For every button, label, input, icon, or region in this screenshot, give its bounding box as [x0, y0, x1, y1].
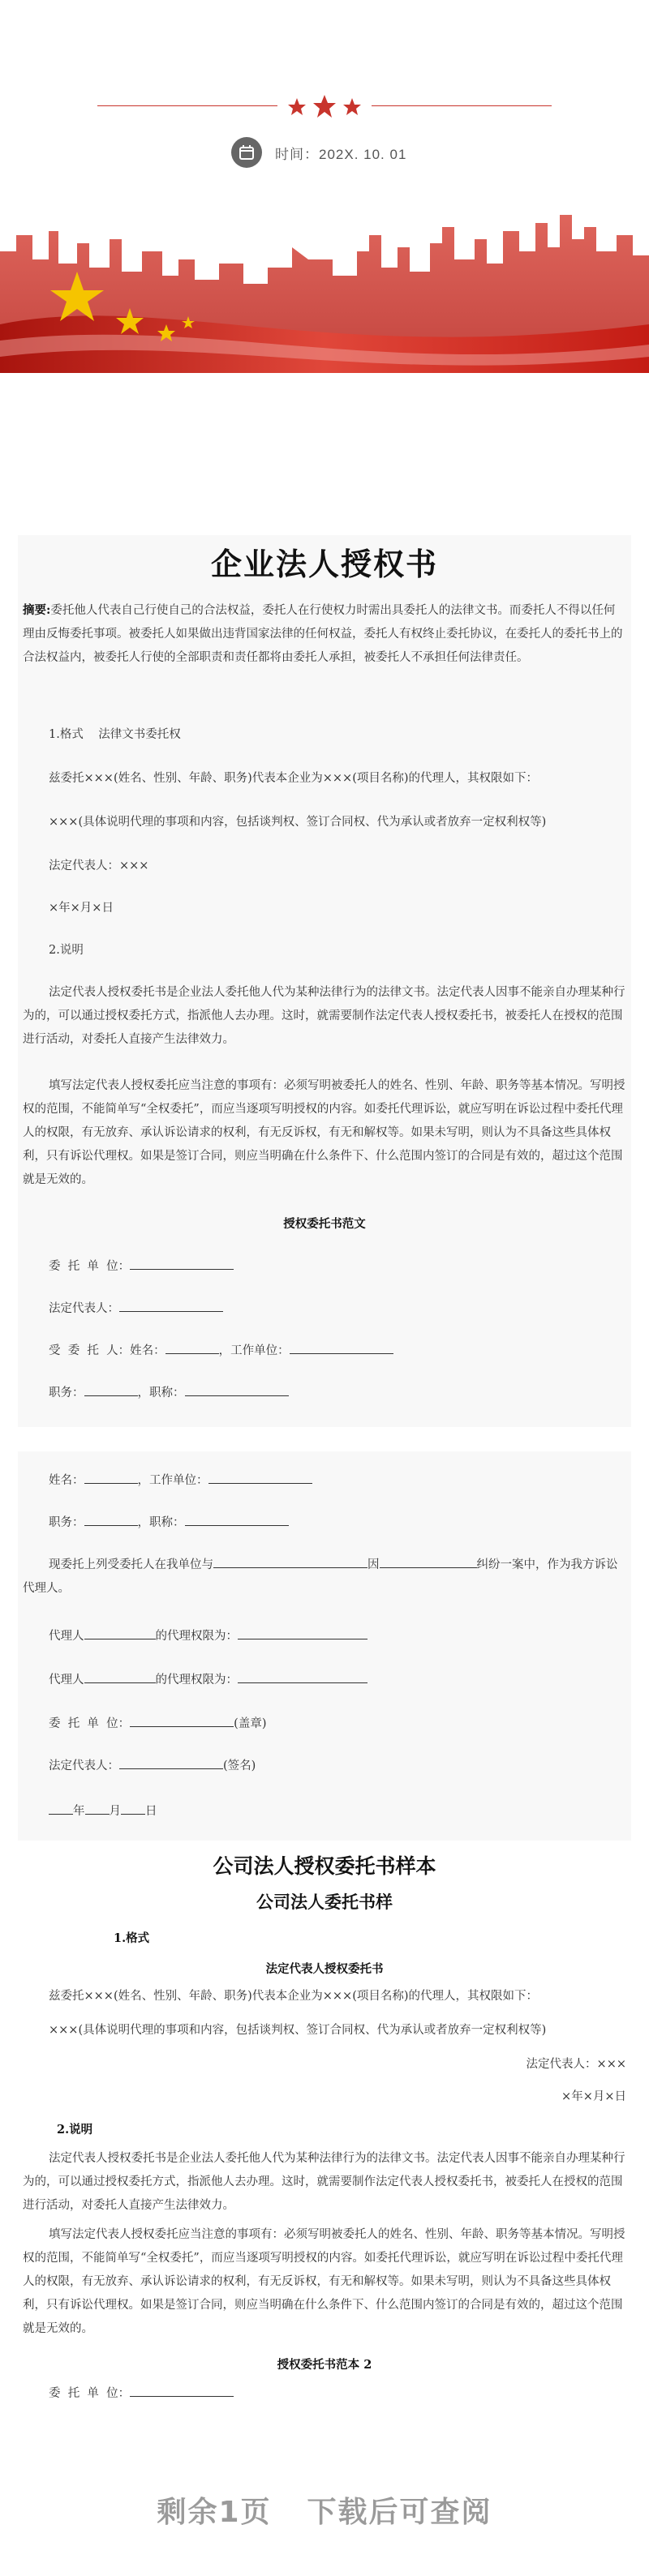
section-2-paragraph-2: 填写法定代表人授权委托应当注意的事项有：必须写明被委托人的姓名、性别、年龄、职务等基本情况。写明授权的范围，不能简单写“全权委托”，而应当逐项写明授权的内容。如委托代理诉讼，就应写明在诉讼过程中委托代理人的权限，有无放弃、承认诉讼请求的权利，有无反诉权，有无和解权等。如果未写明，则认为不具备这些具体权利，只有诉讼代理权。如果是签订合同，则应当明确在什么条件下、什么范围内签订的合同是有效的，超过这个范围就是无效的。	[23, 1079, 625, 1186]
p2-sign: (签名)	[223, 1759, 256, 1772]
form-unit-blank	[130, 1258, 234, 1270]
p2-unit-blank	[130, 1715, 234, 1727]
p2-name-label: 姓名：	[49, 1474, 84, 1487]
sample-heading-2: 2.说明	[57, 2123, 93, 2137]
p2-case-reason-blank	[380, 1556, 477, 1568]
star-icon	[313, 95, 336, 118]
sample-subtitle: 公司法人委托书样	[256, 1892, 393, 1912]
p2-day: 日	[145, 1805, 157, 1818]
section-1-rep: 法定代表人：×××	[49, 859, 149, 872]
p2-post-label: 职务：	[49, 1516, 84, 1529]
abstract-text: 委托他人代表自己行使自己的合法权益，委托人在行使权力时需出具委托人的法律文书。而委托人不得以任何理由反悔委托事项。被委托人如果做出违背国家法律的任何权益，委托人有权终止委托协议，在委托人的委托书上的合法权益内，被委托人行使的全部职责和责任都将由委托人承担，被委托人不承担任何法律责任。	[23, 604, 623, 664]
section-2-heading: 2.说明	[49, 944, 84, 957]
p2-case-party-blank	[213, 1556, 367, 1568]
download-prompt[interactable]	[0, 2489, 649, 2531]
header-rule-left	[97, 105, 277, 106]
p2-post-blank	[84, 1514, 138, 1526]
form-post-label: 职务：	[49, 1387, 84, 1399]
p2-title-blank	[185, 1514, 289, 1526]
calendar-icon	[231, 137, 262, 168]
p2-month: 月	[109, 1805, 121, 1818]
p2-post-row	[49, 1511, 289, 1535]
section-1-line-2: ×××(具体说明代理的事项和内容，包括谈判权、签订合同权、代为承认或者放弃一定权利权等)	[49, 816, 547, 829]
date-row	[231, 138, 426, 167]
form-trustee-name-blank	[165, 1342, 219, 1354]
p2-month-blank	[85, 1802, 110, 1815]
section-1-date: ×年×月×日	[49, 902, 114, 915]
form-trustee-label: 受 委 托 人：姓名：	[49, 1344, 165, 1357]
p2-case-b: 因	[367, 1558, 380, 1571]
p2-name-blank	[84, 1472, 138, 1484]
form-title-blank	[185, 1384, 289, 1396]
form-workunit-label: ，工作单位：	[218, 1344, 290, 1357]
p2-agent2-label: 代理人	[49, 1674, 84, 1687]
form-post-row	[49, 1382, 289, 1405]
p2-day-blank	[121, 1802, 145, 1815]
sample-heading-1: 1.格式	[114, 1931, 150, 1945]
sample-paragraph-2: 填写法定代表人授权委托应当注意的事项有：必须写明被委托人的姓名、性别、年龄、职务等基本情况。写明授权的范围，不能简单写“全权委托”，而应当逐项写明授权的内容。如委托代理诉讼，就应写明在诉讼过程中委托代理人的权限，有无放弃、承认诉讼请求的权利，有无反诉权，有无和解权等。如果未写明，则认为不具备这些具体权利，只有诉讼代理权。如果是签订合同，则应当明确在什么条件下、什么范围内签订的合同是有效的，超过这个范围就是无效的。	[23, 2228, 625, 2335]
p2-agent1-blank	[84, 1627, 156, 1639]
section-1-line-1: 兹委托×××(姓名、性别、年龄、职务)代表本企业为×××(项目名称)的代理人，其权限如下：	[49, 772, 539, 785]
sample-unit-blank	[130, 2385, 234, 2397]
sample-center-title: 法定代表人授权委托书	[265, 1962, 384, 1976]
form-rep-label: 法定代表人：	[49, 1302, 119, 1315]
form-title: 授权委托书范文	[283, 1217, 366, 1231]
p2-year-blank	[49, 1802, 73, 1815]
sample-rep: 法定代表人：×××	[526, 2058, 626, 2071]
p2-agent2-scope-blank	[238, 1671, 367, 1683]
header-rule-right	[372, 105, 552, 106]
sample-unit-row	[49, 2382, 234, 2406]
p2-agent1-row	[49, 1625, 367, 1648]
p2-case-paragraph	[23, 1554, 626, 1601]
abstract-paragraph	[23, 598, 626, 670]
p2-agent1-scope-blank	[238, 1627, 367, 1639]
sample-title: 公司法人授权委托书样本	[213, 1854, 436, 1878]
p2-case-c: 纠纷一案中，作为我方诉讼代理人。	[23, 1558, 618, 1595]
p2-unit-row	[49, 1712, 266, 1736]
p2-rep-blank	[119, 1757, 223, 1769]
section-1-heading: 1.格式 法律文书委托权	[49, 728, 181, 741]
sample-paragraph-1: 法定代表人授权委托书是企业法人委托他人代为某种法律行为的法律文书。法定代表人因事不能亲自办理某种行为的，可以通过授权委托方式，指派他人去办理。这时，就需要制作法定代表人授权委托书，被委托人在授权的范围进行活动，对委托人直接产生法律效力。	[23, 2152, 625, 2212]
sample-date: ×年×月×日	[561, 2090, 626, 2103]
p2-agent1-label: 代理人	[49, 1630, 84, 1643]
star-icon	[343, 98, 361, 115]
p2-workunit-blank	[208, 1472, 312, 1484]
p2-seal: (盖章)	[234, 1717, 267, 1730]
sample-line-2: ×××(具体说明代理的事项和内容，包括谈判权、签订合同权、代为承认或者放弃一定权利权等)	[49, 2024, 547, 2037]
p2-agent1-scope: 的代理权限为：	[155, 1630, 238, 1643]
p2-rep-label: 法定代表人：	[49, 1759, 119, 1772]
form-unit-row	[49, 1255, 234, 1279]
p2-title-label: ，职称：	[137, 1516, 185, 1529]
skyline-banner	[0, 203, 649, 373]
form-rep-blank	[119, 1300, 223, 1312]
sample-2-title: 授权委托书范本 2	[277, 2358, 372, 2372]
form-rep-row	[49, 1297, 223, 1321]
p2-name-row	[49, 1469, 312, 1493]
remaining-pages-label: 剩余1页	[157, 2496, 272, 2529]
form-workunit-blank	[290, 1342, 393, 1354]
form-trustee-row	[49, 1339, 393, 1363]
p2-case-a: 现委托上列受委托人在我单位与	[49, 1558, 213, 1571]
p2-rep-row	[49, 1755, 256, 1778]
sample-line-1: 兹委托×××(姓名、性别、年龄、职务)代表本企业为×××(项目名称)的代理人，其权限如下：	[49, 1990, 539, 2003]
p2-agent2-blank	[84, 1671, 156, 1683]
abstract-label: 摘要:	[23, 603, 51, 617]
section-2-paragraph-1: 法定代表人授权委托书是企业法人委托他人代为某种法律行为的法律文书。法定代表人因事不能亲自办理某种行为的，可以通过授权委托方式，指派他人去办理。这时，就需要制作法定代表人授权委托书，被委托人在授权的范围进行活动，对委托人直接产生法律效力。	[23, 986, 625, 1046]
download-to-view-label[interactable]: 下载后可查阅	[307, 2496, 492, 2529]
star-icon	[288, 98, 306, 115]
date-label: 时间：202X. 10. 01	[275, 146, 407, 162]
p2-unit-label: 委 托 单 位：	[49, 1717, 131, 1730]
p2-year: 年	[73, 1805, 85, 1818]
p2-date-row	[49, 1800, 157, 1824]
sample-unit-label: 委 托 单 位：	[49, 2387, 131, 2400]
document-title: 企业法人授权书	[210, 546, 438, 582]
p2-workunit-label: ，工作单位：	[137, 1474, 208, 1487]
form-unit-label: 委 托 单 位：	[49, 1260, 131, 1273]
form-post-blank	[84, 1384, 138, 1396]
star-icon	[284, 95, 365, 119]
p2-agent2-row	[49, 1669, 367, 1692]
p2-agent2-scope: 的代理权限为：	[155, 1674, 238, 1687]
form-title-label: ，职称：	[137, 1387, 185, 1399]
